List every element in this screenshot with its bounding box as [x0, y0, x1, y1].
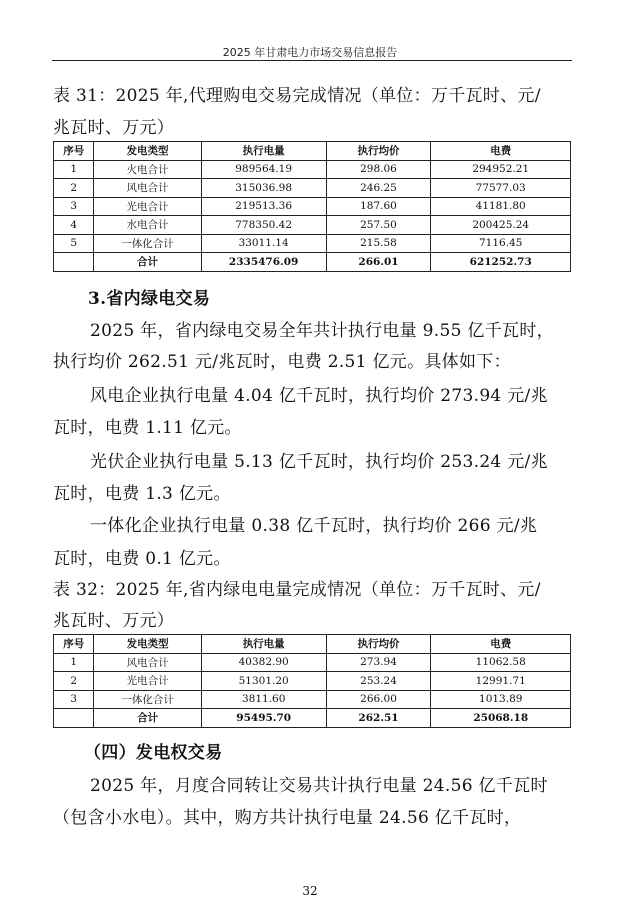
table-row [54, 179, 571, 198]
cell-avg-price: 257.50 [326, 216, 431, 235]
cell-type: 水电合计 [94, 216, 201, 235]
table-header-row [54, 635, 571, 654]
cell-avg-price: 253.24 [326, 672, 431, 691]
cell-fee: 12991.71 [431, 672, 571, 691]
cell-index: 2 [54, 672, 94, 691]
section3-integrated-para: 一体化企业执行电量 0.38 亿千瓦时，执行均价 266 元/兆 [90, 516, 538, 536]
cell-fee: 77577.03 [431, 179, 571, 198]
section3-para: 2025 年，省内绿电交易全年共计执行电量 9.55 亿千瓦时， [90, 321, 554, 341]
cell-type: 光电合计 [94, 197, 201, 216]
section3-integrated-para-cont: 瓦时，电费 0.1 亿元。 [53, 549, 231, 569]
cell-fee: 7116.45 [431, 234, 571, 253]
table-total-row [54, 253, 571, 272]
cell-type: 合计 [94, 709, 201, 728]
cell-type: 合计 [94, 253, 201, 272]
col-header-avg-price: 执行均价 [326, 142, 431, 161]
col-header-fee: 电费 [431, 635, 571, 654]
cell-index: 1 [54, 160, 94, 179]
table-total-row [54, 709, 571, 728]
cell-type: 火电合计 [94, 160, 201, 179]
section3-solar-para: 光伏企业执行电量 5.13 亿千瓦时，执行均价 253.24 元/兆 [90, 452, 548, 472]
cell-fee: 25068.18 [431, 709, 571, 728]
cell-index [54, 253, 94, 272]
table-row [54, 234, 571, 253]
table-row [54, 653, 571, 672]
col-header-type: 发电类型 [94, 142, 201, 161]
cell-index: 2 [54, 179, 94, 198]
cell-avg-price: 215.58 [326, 234, 431, 253]
cell-avg-price: 246.25 [326, 179, 431, 198]
table32-caption: 表 32：2025 年,省内绿电电量完成情况（单位：万千瓦时、元/ [53, 580, 541, 600]
table-row [54, 216, 571, 235]
col-header-index: 序号 [54, 142, 94, 161]
cell-avg-price: 262.51 [326, 709, 431, 728]
cell-type: 一体化合计 [94, 234, 201, 253]
cell-fee: 621252.73 [431, 253, 571, 272]
cell-type: 光电合计 [94, 672, 201, 691]
table-row [54, 197, 571, 216]
cell-volume: 989564.19 [201, 160, 326, 179]
cell-volume: 778350.42 [201, 216, 326, 235]
cell-fee: 200425.24 [431, 216, 571, 235]
table32 [53, 634, 571, 728]
cell-fee: 1013.89 [431, 690, 571, 709]
table-row [54, 160, 571, 179]
cell-index: 3 [54, 197, 94, 216]
cell-index: 1 [54, 653, 94, 672]
col-header-volume: 执行电量 [201, 635, 326, 654]
cell-index: 3 [54, 690, 94, 709]
cell-volume: 2335476.09 [201, 253, 326, 272]
cell-avg-price: 187.60 [326, 197, 431, 216]
table31 [53, 141, 571, 272]
header-rule [52, 60, 572, 61]
cell-index [54, 709, 94, 728]
col-header-volume: 执行电量 [201, 142, 326, 161]
cell-avg-price: 298.06 [326, 160, 431, 179]
table32-caption-cont: 兆瓦时、万元） [53, 611, 175, 631]
table31-caption: 表 31：2025 年,代理购电交易完成情况（单位：万千瓦时、元/ [53, 86, 541, 106]
page-number: 32 [302, 884, 318, 898]
cell-fee: 41181.80 [431, 197, 571, 216]
col-header-avg-price: 执行均价 [326, 635, 431, 654]
page-header: 2025 年甘肃电力市场交易信息报告 [222, 46, 398, 59]
cell-volume: 219513.36 [201, 197, 326, 216]
col-header-index: 序号 [54, 635, 94, 654]
cell-volume: 3811.60 [201, 690, 326, 709]
col-header-fee: 电费 [431, 142, 571, 161]
cell-volume: 51301.20 [201, 672, 326, 691]
section3-para-cont: 执行均价 262.51 元/兆瓦时，电费 2.51 亿元。具体如下： [53, 352, 511, 372]
table31-caption-cont: 兆瓦时、万元） [53, 118, 175, 138]
cell-index: 4 [54, 216, 94, 235]
cell-volume: 95495.70 [201, 709, 326, 728]
cell-fee: 11062.58 [431, 653, 571, 672]
col-header-type: 发电类型 [94, 635, 201, 654]
cell-type: 风电合计 [94, 653, 201, 672]
cell-index: 5 [54, 234, 94, 253]
section4-heading: （四）发电权交易 [84, 743, 223, 763]
cell-volume: 315036.98 [201, 179, 326, 198]
table-header-row [54, 142, 571, 161]
cell-avg-price: 266.01 [326, 253, 431, 272]
table-row [54, 672, 571, 691]
section4-para-cont: （包含小水电）。其中，购方共计执行电量 24.56 亿千瓦时， [53, 808, 522, 828]
section3-heading: 3.省内绿电交易 [88, 289, 211, 309]
cell-volume: 33011.14 [201, 234, 326, 253]
cell-type: 风电合计 [94, 179, 201, 198]
cell-fee: 294952.21 [431, 160, 571, 179]
cell-volume: 40382.90 [201, 653, 326, 672]
section3-wind-para: 风电企业执行电量 4.04 亿千瓦时，执行均价 273.94 元/兆 [90, 386, 548, 406]
table-row [54, 690, 571, 709]
cell-avg-price: 273.94 [326, 653, 431, 672]
section3-wind-para-cont: 瓦时，电费 1.11 亿元。 [53, 418, 242, 438]
cell-type: 一体化合计 [94, 690, 201, 709]
section3-solar-para-cont: 瓦时，电费 1.3 亿元。 [53, 484, 231, 504]
cell-avg-price: 266.00 [326, 690, 431, 709]
section4-para: 2025 年，月度合同转让交易共计执行电量 24.56 亿千瓦时 [90, 776, 548, 796]
